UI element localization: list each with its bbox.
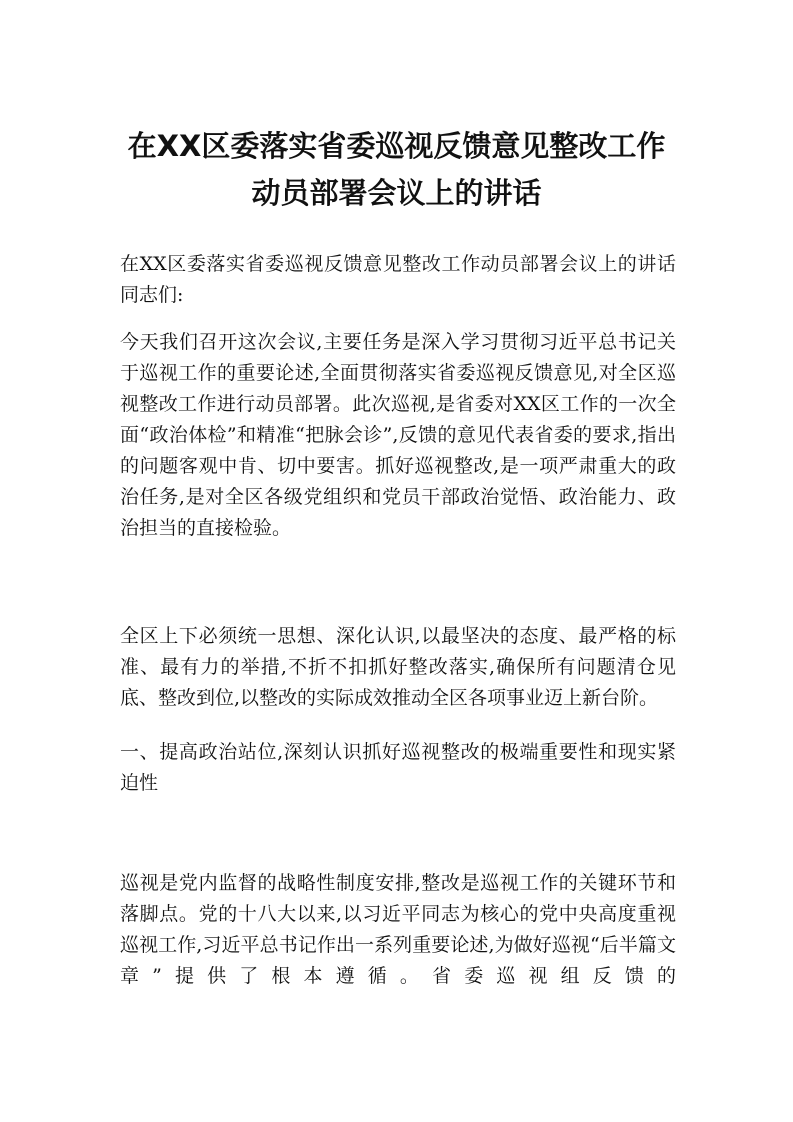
paragraph-section-1-body: 巡视是党内监督的战略性制度安排,整改是巡视工作的关键环节和落脚点。党的十八大以来,以习近平同志为核心的党中央高度重视巡视工作,习近平总书记作出一系列重要论述,为做好巡视“后半篇文章”提供了根本遵循。省委巡视组反馈的 — [120, 872, 676, 987]
section-heading-1: 一、提高政治站位,深刻认识抓好巡视整改的极端重要性和现实紧迫性 — [120, 741, 676, 794]
paragraph-requirements: 全区上下必须统一思想、深化认识,以最坚决的态度、最严格的标准、最有力的举措,不折不扣抓好整改落实,确保所有问题清仓见底、整改到位,以整改的实际成效推动全区各项事业迈上新台阶。 — [120, 625, 676, 709]
document-title-line-1: 在XX区委落实省委巡视反馈意见整改工作 — [127, 129, 666, 163]
paragraph-introduction: 今天我们召开这次会议,主要任务是深入学习贯彻习近平总书记关于巡视工作的重要论述,全面贯彻落实省委巡视反馈意见,对全区巡视整改工作进行动员部署。此次巡视,是省委对XX区工作的一次全面“政治体检”和精准“把脉会诊”,反馈的意见代表省委的要求,指出的问题客观中肯、切中要害。抓好巡视整改,是一项严肃重大的政治任务,是对全区各级党组织和党员干部政治觉悟、政治能力、政治担当的直接检验。 — [120, 331, 676, 539]
paragraph-opening: 在XX区委落实省委巡视反馈意见整改工作动员部署会议上的讲话同志们: — [120, 253, 676, 306]
document-title-line-2: 动员部署会议上的讲话 — [251, 176, 542, 210]
